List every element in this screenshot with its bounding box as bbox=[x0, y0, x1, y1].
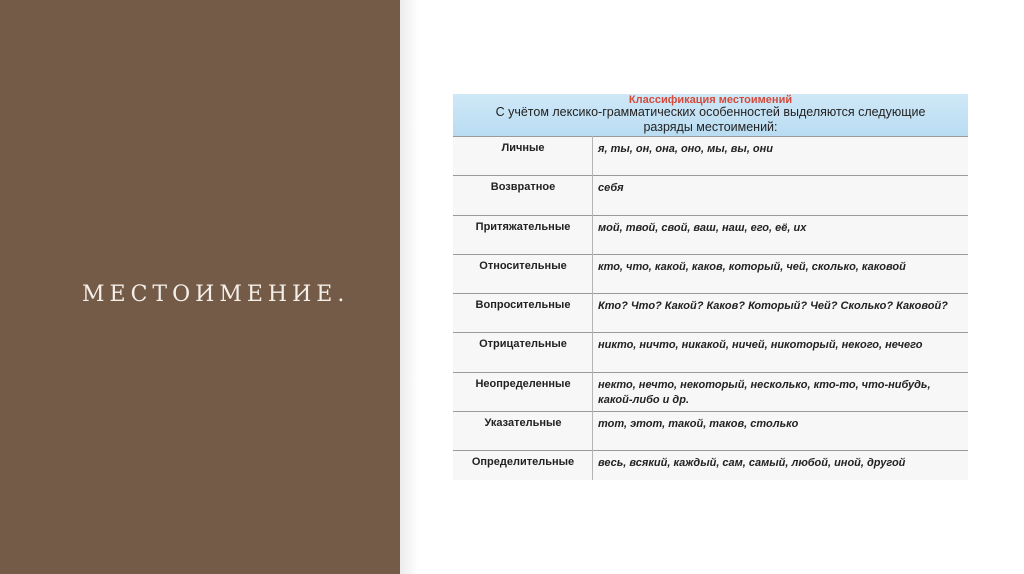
row-examples: себя bbox=[598, 182, 624, 195]
table-subtitle: С учётом лексико-грамматических особенностей выделяются следующие разряды местоимений: bbox=[495, 105, 926, 134]
row-category: Отрицательные bbox=[479, 338, 567, 351]
slide-title: МЕСТОИМЕНИЕ. bbox=[82, 282, 350, 307]
row-category: Указательные bbox=[484, 417, 562, 430]
table-header bbox=[453, 94, 968, 136]
row-examples: Кто? Что? Какой? Каков? Который? Чей? Сколько? Каковой? bbox=[598, 300, 948, 313]
row-category: Определительные bbox=[471, 456, 575, 469]
row-examples: кто, что, какой, каков, который, чей, сколько, каковой bbox=[598, 260, 906, 273]
table-row bbox=[453, 372, 968, 411]
panel-shadow bbox=[400, 0, 418, 574]
column-divider bbox=[592, 136, 593, 480]
table-title: Классификация местоимений bbox=[628, 94, 793, 106]
row-category: Возвратное bbox=[490, 181, 556, 194]
row-category: Неопределенные bbox=[475, 377, 571, 390]
row-category: Притяжательные bbox=[475, 220, 571, 233]
table-row bbox=[453, 254, 968, 293]
table-row bbox=[453, 293, 968, 332]
row-examples: весь, всякий, каждый, сам, самый, любой, иной, другой bbox=[598, 457, 906, 470]
table-row bbox=[453, 332, 968, 371]
left-panel bbox=[0, 0, 400, 574]
row-category: Вопросительные bbox=[475, 299, 571, 312]
table-row bbox=[453, 136, 968, 175]
table-row bbox=[453, 215, 968, 254]
row-examples: мой, твой, свой, ваш, наш, его, её, их bbox=[598, 221, 807, 234]
table-body bbox=[453, 136, 968, 480]
table-row bbox=[453, 175, 968, 214]
pronoun-classification-table bbox=[453, 94, 968, 480]
row-examples: тот, этот, такой, таков, столько bbox=[598, 418, 799, 431]
row-category: Относительные bbox=[479, 259, 567, 272]
row-examples: я, ты, он, она, оно, мы, вы, они bbox=[598, 143, 774, 155]
table-row bbox=[453, 411, 968, 450]
row-category: Личные bbox=[501, 142, 545, 154]
table-row bbox=[453, 450, 968, 480]
row-examples: никто, ничто, никакой, ничей, никоторый, некого, нечего bbox=[598, 339, 923, 352]
row-examples: некто, нечто, некоторый, несколько, кто-то, что-нибудь, какой-либо и др. bbox=[598, 378, 931, 406]
